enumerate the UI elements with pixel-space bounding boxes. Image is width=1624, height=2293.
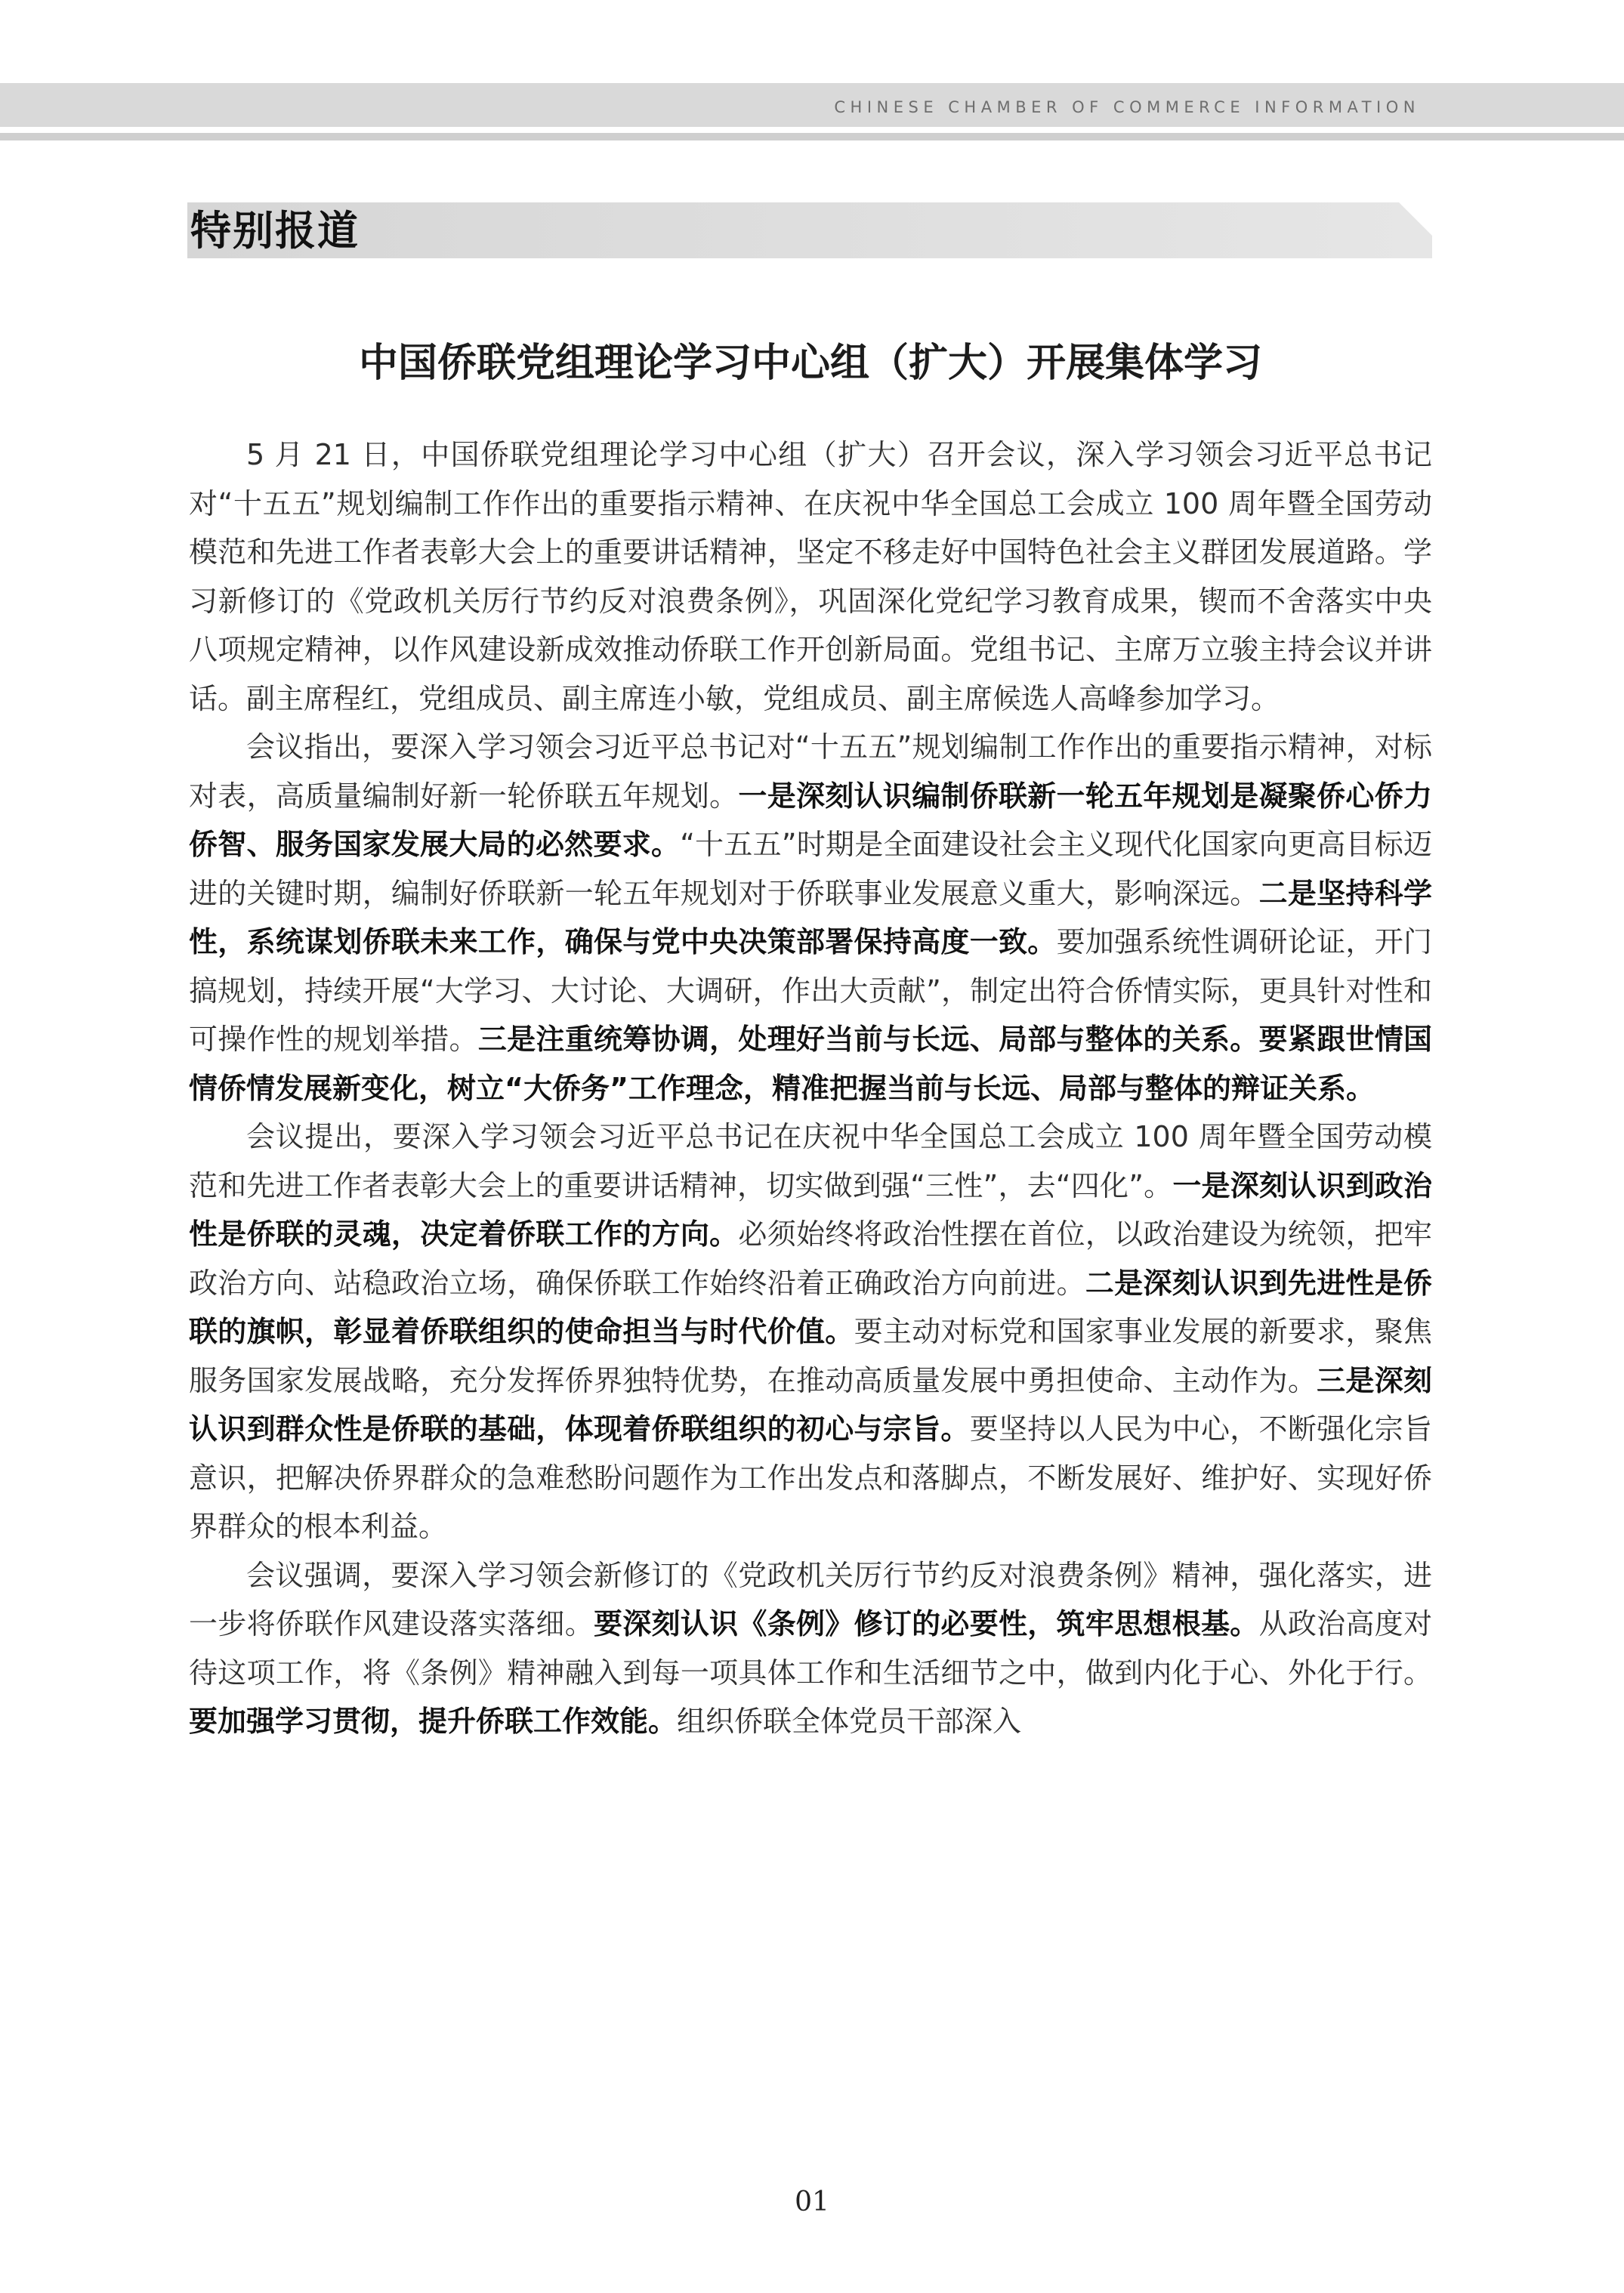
paragraph-text: 要主动对标党和国家事业发展的新要求，聚焦服务国家发展战略，充分发挥侨界独特优势，在推动高质量发展中勇担使命、主动作为。 [189,1315,1432,1397]
emphasis-text: 三是注重统筹协调，处理好当前与长远、局部与整体的关系。要紧跟世情国情侨情发展新变化，树立“大侨务”工作理念，精准把握当前与长远、局部与整体的辩证关系。 [189,1023,1432,1105]
emphasis-text: 二是深刻认识到先进性是侨联的旗帜，彰显着侨联组织的使命担当与时代价值。 [189,1266,1432,1348]
paragraph-text: 会议指出，要深入学习领会习近平总书记对“十五五”规划编制工作作出的重要指示精神，对标对表，高质量编制好新一轮侨联五年规划。 [189,730,1432,813]
article-paragraph [189,1551,1432,1746]
paragraph-text: “十五五”时期是全面建设社会主义现代化国家向更高目标迈进的关键时期，编制好侨联新一轮五年规划对于侨联事业发展意义重大，影响深远。 [189,828,1432,910]
emphasis-text: 二是坚持科学性，系统谋划侨联未来工作，确保与党中央决策部署保持高度一致。 [189,876,1432,958]
paragraph-text: 会议提出，要深入学习领会习近平总书记在庆祝中华全国总工会成立 100 周年暨全国劳动模范和先进工作者表彰大会上的重要讲话精神，切实做到强“三性”，去“四化”。 [189,1120,1432,1202]
paragraph-text: 组织侨联全体党员干部深入 [677,1705,1022,1738]
paragraph-text: 要坚持以人民为中心，不断强化宗旨意识，把解决侨界群众的急难愁盼问题作为工作出发点和落脚点，不断发展好、维护好、实现好侨界群众的根本利益。 [189,1412,1432,1543]
page-number: 01 [795,2187,829,2217]
publication-name: CHINESE CHAMBER OF COMMERCE INFORMATION [834,98,1420,116]
emphasis-text: 要加强学习贯彻，提升侨联工作效能。 [189,1705,678,1738]
header-rule [0,133,1624,140]
article-paragraph [189,1113,1432,1551]
paragraph-text: 5 月 21 日，中国侨联党组理论学习中心组（扩大）召开会议，深入学习领会习近平总书记对“十五五”规划编制工作作出的重要指示精神、在庆祝中华全国总工会成立 100 周年暨全国劳动模范和先进工作者表彰大会上的重要讲话精神，坚定不移走好中国特色社会主义群团发展道路。学习新修订的《党政机关厉行节约反对浪费条例》，巩固深化党纪学习教育成果，锲而不舍落实中央八项规定精神，以作风建设新成效推动侨联工作开创新局面。党组书记、主席万立骏主持会议并讲话。副主席程红，党组成员、副主席连小敏，党组成员、副主席候选人高峰参加学习。 [189,438,1432,715]
article-paragraph [189,431,1432,723]
section-title: 特别报道 [190,206,360,255]
section-banner [187,202,1432,258]
emphasis-text: 一是深刻认识编制侨联新一轮五年规划是凝聚侨心侨力侨智、服务国家发展大局的必然要求。 [189,779,1432,861]
emphasis-text: 三是深刻认识到群众性是侨联的基础，体现着侨联组织的初心与宗旨。 [189,1363,1432,1446]
article-paragraph [189,723,1432,1113]
article-title: 中国侨联党组理论学习中心组（扩大）开展集体学习 [358,341,1262,386]
article-body [189,431,1432,1746]
paragraph-text: 要加强系统性调研论证，开门搞规划，持续开展“大学习、大讨论、大调研，作出大贡献”，制定出符合侨情实际，更具针对性和可操作性的规划举措。 [189,925,1432,1056]
paragraph-text: 必须始终将政治性摆在首位，以政治建设为统领，把牢政治方向、站稳政治立场，确保侨联工作始终沿着正确政治方向前进。 [189,1217,1432,1300]
paragraph-text: 会议强调，要深入学习领会新修订的《党政机关厉行节约反对浪费条例》精神，强化落实，进一步将侨联作风建设落实落细。 [189,1558,1432,1640]
emphasis-text: 一是深刻认识到政治性是侨联的灵魂，决定着侨联工作的方向。 [189,1168,1432,1251]
emphasis-text: 要深刻认识《条例》修订的必要性，筑牢思想根基。 [594,1607,1259,1640]
paragraph-text: 从政治高度对待这项工作，将《条例》精神融入到每一项具体工作和生活细节之中，做到内化于心、外化于行。 [189,1607,1432,1690]
